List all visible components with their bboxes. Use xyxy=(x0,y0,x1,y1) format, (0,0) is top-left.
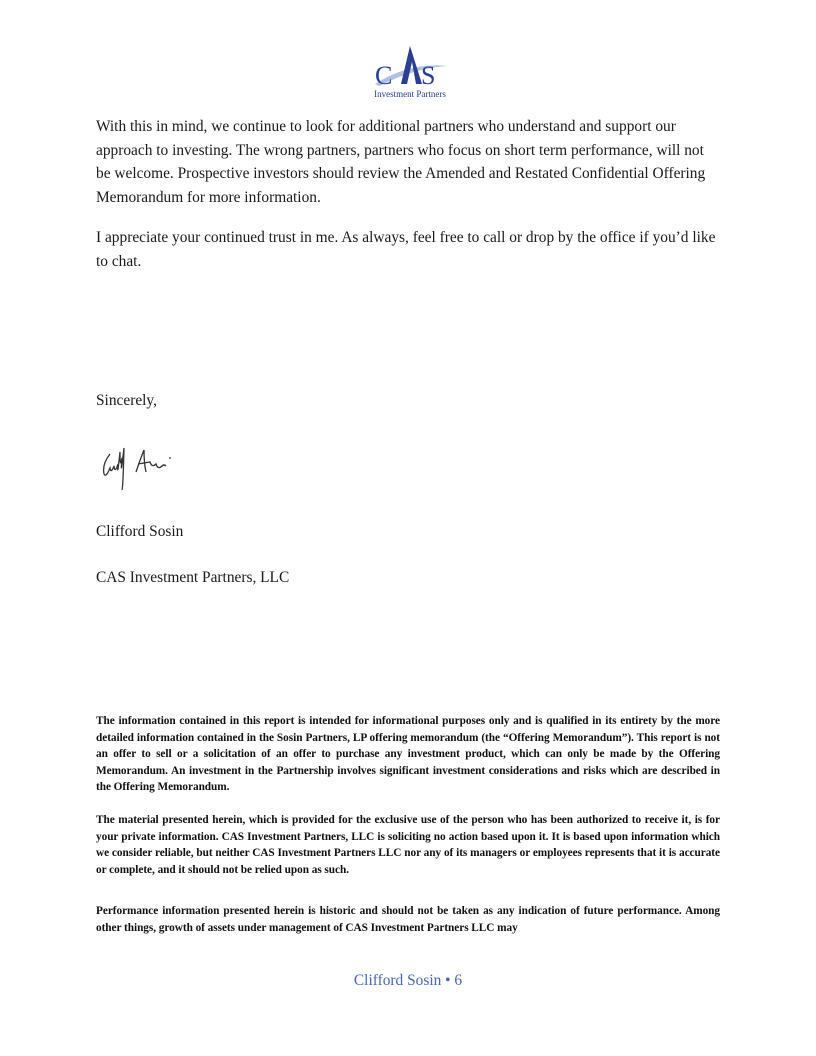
disclaimer-paragraph: The material presented herein, which is provided for the exclusive use of the person who has been authorized to receive it, is for your private information. CAS Investment Partners, LLC is soliciting no action based upon it. It is based upon information which we consider reliable, but neither CAS Investment Partners LLC nor any of its managers or employees represents that it is accurate or complete, and it should not be relied upon as such. xyxy=(96,814,720,876)
letter-paragraph: I appreciate your continued trust in me. As always, feel free to call or drop by the office if you’d like to chat. xyxy=(96,229,716,270)
logo-icon xyxy=(365,44,455,100)
page-footer: Clifford Sosin • 6 xyxy=(353,972,463,989)
svg-text:C: C xyxy=(375,61,393,90)
letter-paragraph: With this in mind, we continue to look for additional partners who understand and support our approach to investing. The wrong partners, partners who focus on short term performance, will not be welcome. Prospective investors should review the Amended and Restated Confidential Offering Memorandum for more information. xyxy=(96,118,706,206)
logo-subtitle: Investment Partners xyxy=(374,89,446,99)
signature-icon xyxy=(98,440,188,490)
signer-name: Clifford Sosin xyxy=(96,523,184,540)
disclaimer-paragraph: The information contained in this report is intended for informational purposes only and is qualified in its entirety by the more detailed information contained in the Sosin Partners, LP offering memorandum (the “Offering Memorandum”). This report is not an offer to sell or a solicitation of an offer to purchase any investment product, which can only be made by the Offering Memorandum. An investment in the Partnership involves significant investment considerations and risks which are described in the Offering Memorandum. xyxy=(96,715,720,794)
signer-company: CAS Investment Partners, LLC xyxy=(96,569,290,586)
disclaimer-paragraph: Performance information presented herein is historic and should not be taken as any indication of future performance. Among other things, growth of assets under management of CAS Investment Partners LLC may xyxy=(96,905,720,934)
closing-salutation: Sincerely, xyxy=(96,392,157,409)
cas-logo xyxy=(365,44,455,100)
svg-text:S: S xyxy=(421,61,436,90)
